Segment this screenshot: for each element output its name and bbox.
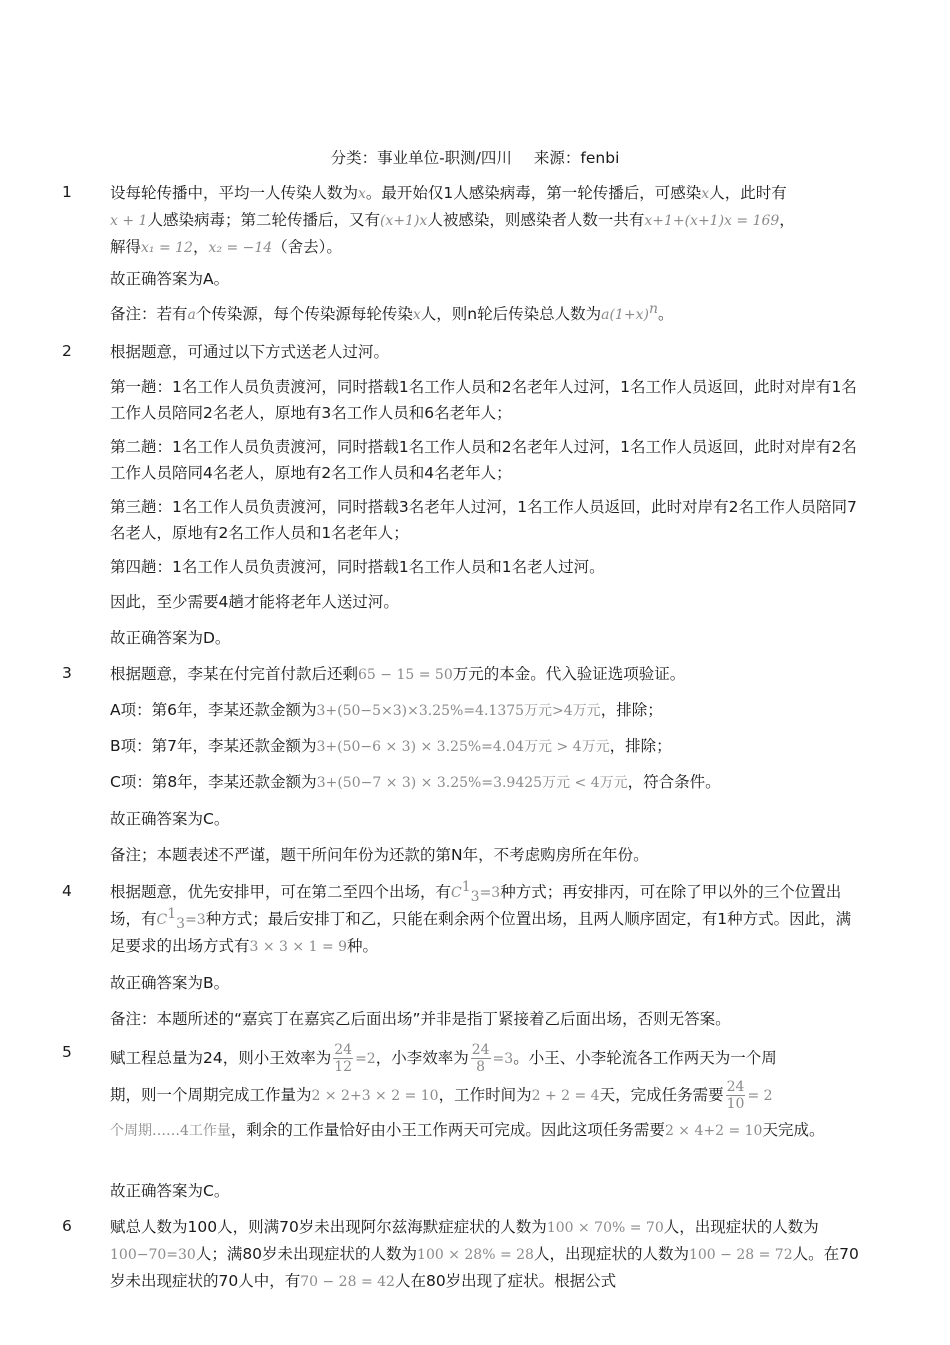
source-label: 来源：fenbi (533, 149, 620, 167)
answer-line: 故正确答案为B。 (110, 974, 230, 992)
trip-1: 第一趟：1名工作人员负责渡河，同时搭载1名工作人员和2名老年人过河，1名工作人员返回，此时对岸有1名工作人员陪同2名老人，原地有3名工作人员和6名老年人； (110, 378, 857, 422)
trip-3: 第三趟：1名工作人员负责渡河，同时搭载3名老年人过河，1名工作人员返回，此时对岸有2名工作人员陪同7名老人，原地有2名工作人员和1名老年人； (110, 498, 857, 542)
note-line: 备注；本题表述不严谨，题干所问年份为还款的第N年，不考虑购房所在年份。 (110, 846, 649, 864)
document-header (0, 146, 950, 168)
option-c: C项：第8年，李某还款金额为3+(50−7 × 3) × 3.25%=3.9425万元 < 4万元，符合条件。 (110, 773, 721, 791)
question-text: 根据题意，优先安排甲，可在第二至四个出场，有$C^1_3=3$种方式；再安排丙，可在除了甲以外的三个位置出场，有$C^1_3=3$种方式；最后安排丁和乙，只能在剩余两个位置出场，且两人顺序固定，有1种方式。因此，满足要求的出场方式有3 × 3 × 1 = 9种。 (110, 878, 852, 955)
answer-line: 故正确答案为A。 (110, 270, 230, 288)
option-b: B项：第7年，李某还款金额为3+(50−6 × 3) × 3.25%=4.04万元 > 4万元，排除； (110, 737, 672, 755)
question-number: 1 (62, 183, 72, 201)
fraction-24-10: $\frac{24}{10}$ (726, 1079, 745, 1112)
question-text: 赋总人数为100人，则满70岁未出现阿尔兹海默症症状的人数为100 × 70% = 70人，出现症状的人数为100−70=30人；满80岁未出现症状的人数为100 × 28% = 28人，出现症状的人数为100 − 28 = 72人。在70岁未出现症状的70人中，有70 − 28 = 42人在80岁出现了症状。根据公式 (110, 1218, 859, 1290)
answer-line: 故正确答案为D。 (110, 629, 231, 647)
answer-line: 故正确答案为C。 (110, 810, 230, 828)
question-number: 4 (62, 882, 72, 900)
question-number: 5 (62, 1043, 72, 1061)
question-text: 根据题意，李某在付完首付款后还剩65 − 15 = 50万元的本金。代入验证选项验证。 (110, 665, 686, 683)
fraction-24-8: $\frac{24}{8}$ (471, 1042, 490, 1075)
question-text: 设每轮传播中，平均一人传染人数为x。最开始仅1人感染病毒，第一轮传播后，可感染x人，此时有 x + 1人感染病毒；第二轮传播后，又有(x+1)x人被感染，则感染者人数一共有x+1+(x+1)x = 169， 解得x₁ = 12，x₂ = −14（舍去）。 (110, 184, 795, 256)
question-number: 2 (62, 342, 72, 360)
option-a: A项：第6年，李某还款金额为3+(50−5×3)×3.25%=4.1375万元>4万元，排除； (110, 701, 663, 719)
trip-4: 第四趟：1名工作人员负责渡河，同时搭载1名工作人员和1名老人过河。 (110, 558, 605, 576)
question-number: 6 (62, 1217, 72, 1235)
note-line: 备注：本题所述的“嘉宾丁在嘉宾乙后面出场”并非是指丁紧接着乙后面出场，否则无答案。 (110, 1010, 731, 1028)
question-number: 3 (62, 664, 72, 682)
question-text: 赋工程总量为24，则小王效率为 $\frac{24}{12}$ =2，小李效率为 $\frac{24}{8}$ =3。小王、小李轮流各工作两天为一个周 期，则一个周期完成工作量为2 × 2+3 × 2 = 10，工作时间为2 + 2 = 4天，完成任务需要 $\frac{24}{10}$ = 2 (110, 1042, 777, 1112)
question-text: 根据题意，可通过以下方式送老人过河。 (110, 343, 390, 361)
conclusion: 因此，至少需要4趟才能将老年人送过河。 (110, 593, 399, 611)
note-line: 备注：若有a个传染源，每个传染源每轮传染x人，则n轮后传染总人数为$a(1+x)^n$。 (110, 300, 674, 323)
trip-2: 第二趟：1名工作人员负责渡河，同时搭载1名工作人员和2名老年人过河，1名工作人员返回，此时对岸有2名工作人员陪同4名老人，原地有2名工作人员和4名老年人； (110, 438, 857, 482)
category-label: 分类：事业单位-职测/四川 (330, 149, 512, 167)
fraction-24-12: $\frac{24}{12}$ (334, 1042, 353, 1075)
question-text-continued: 个周期……4工作量，剩余的工作量恰好由小王工作两天可完成。因此这项任务需要2 × 4+2 = 10天完成。 (110, 1121, 825, 1139)
answer-line: 故正确答案为C。 (110, 1182, 230, 1200)
